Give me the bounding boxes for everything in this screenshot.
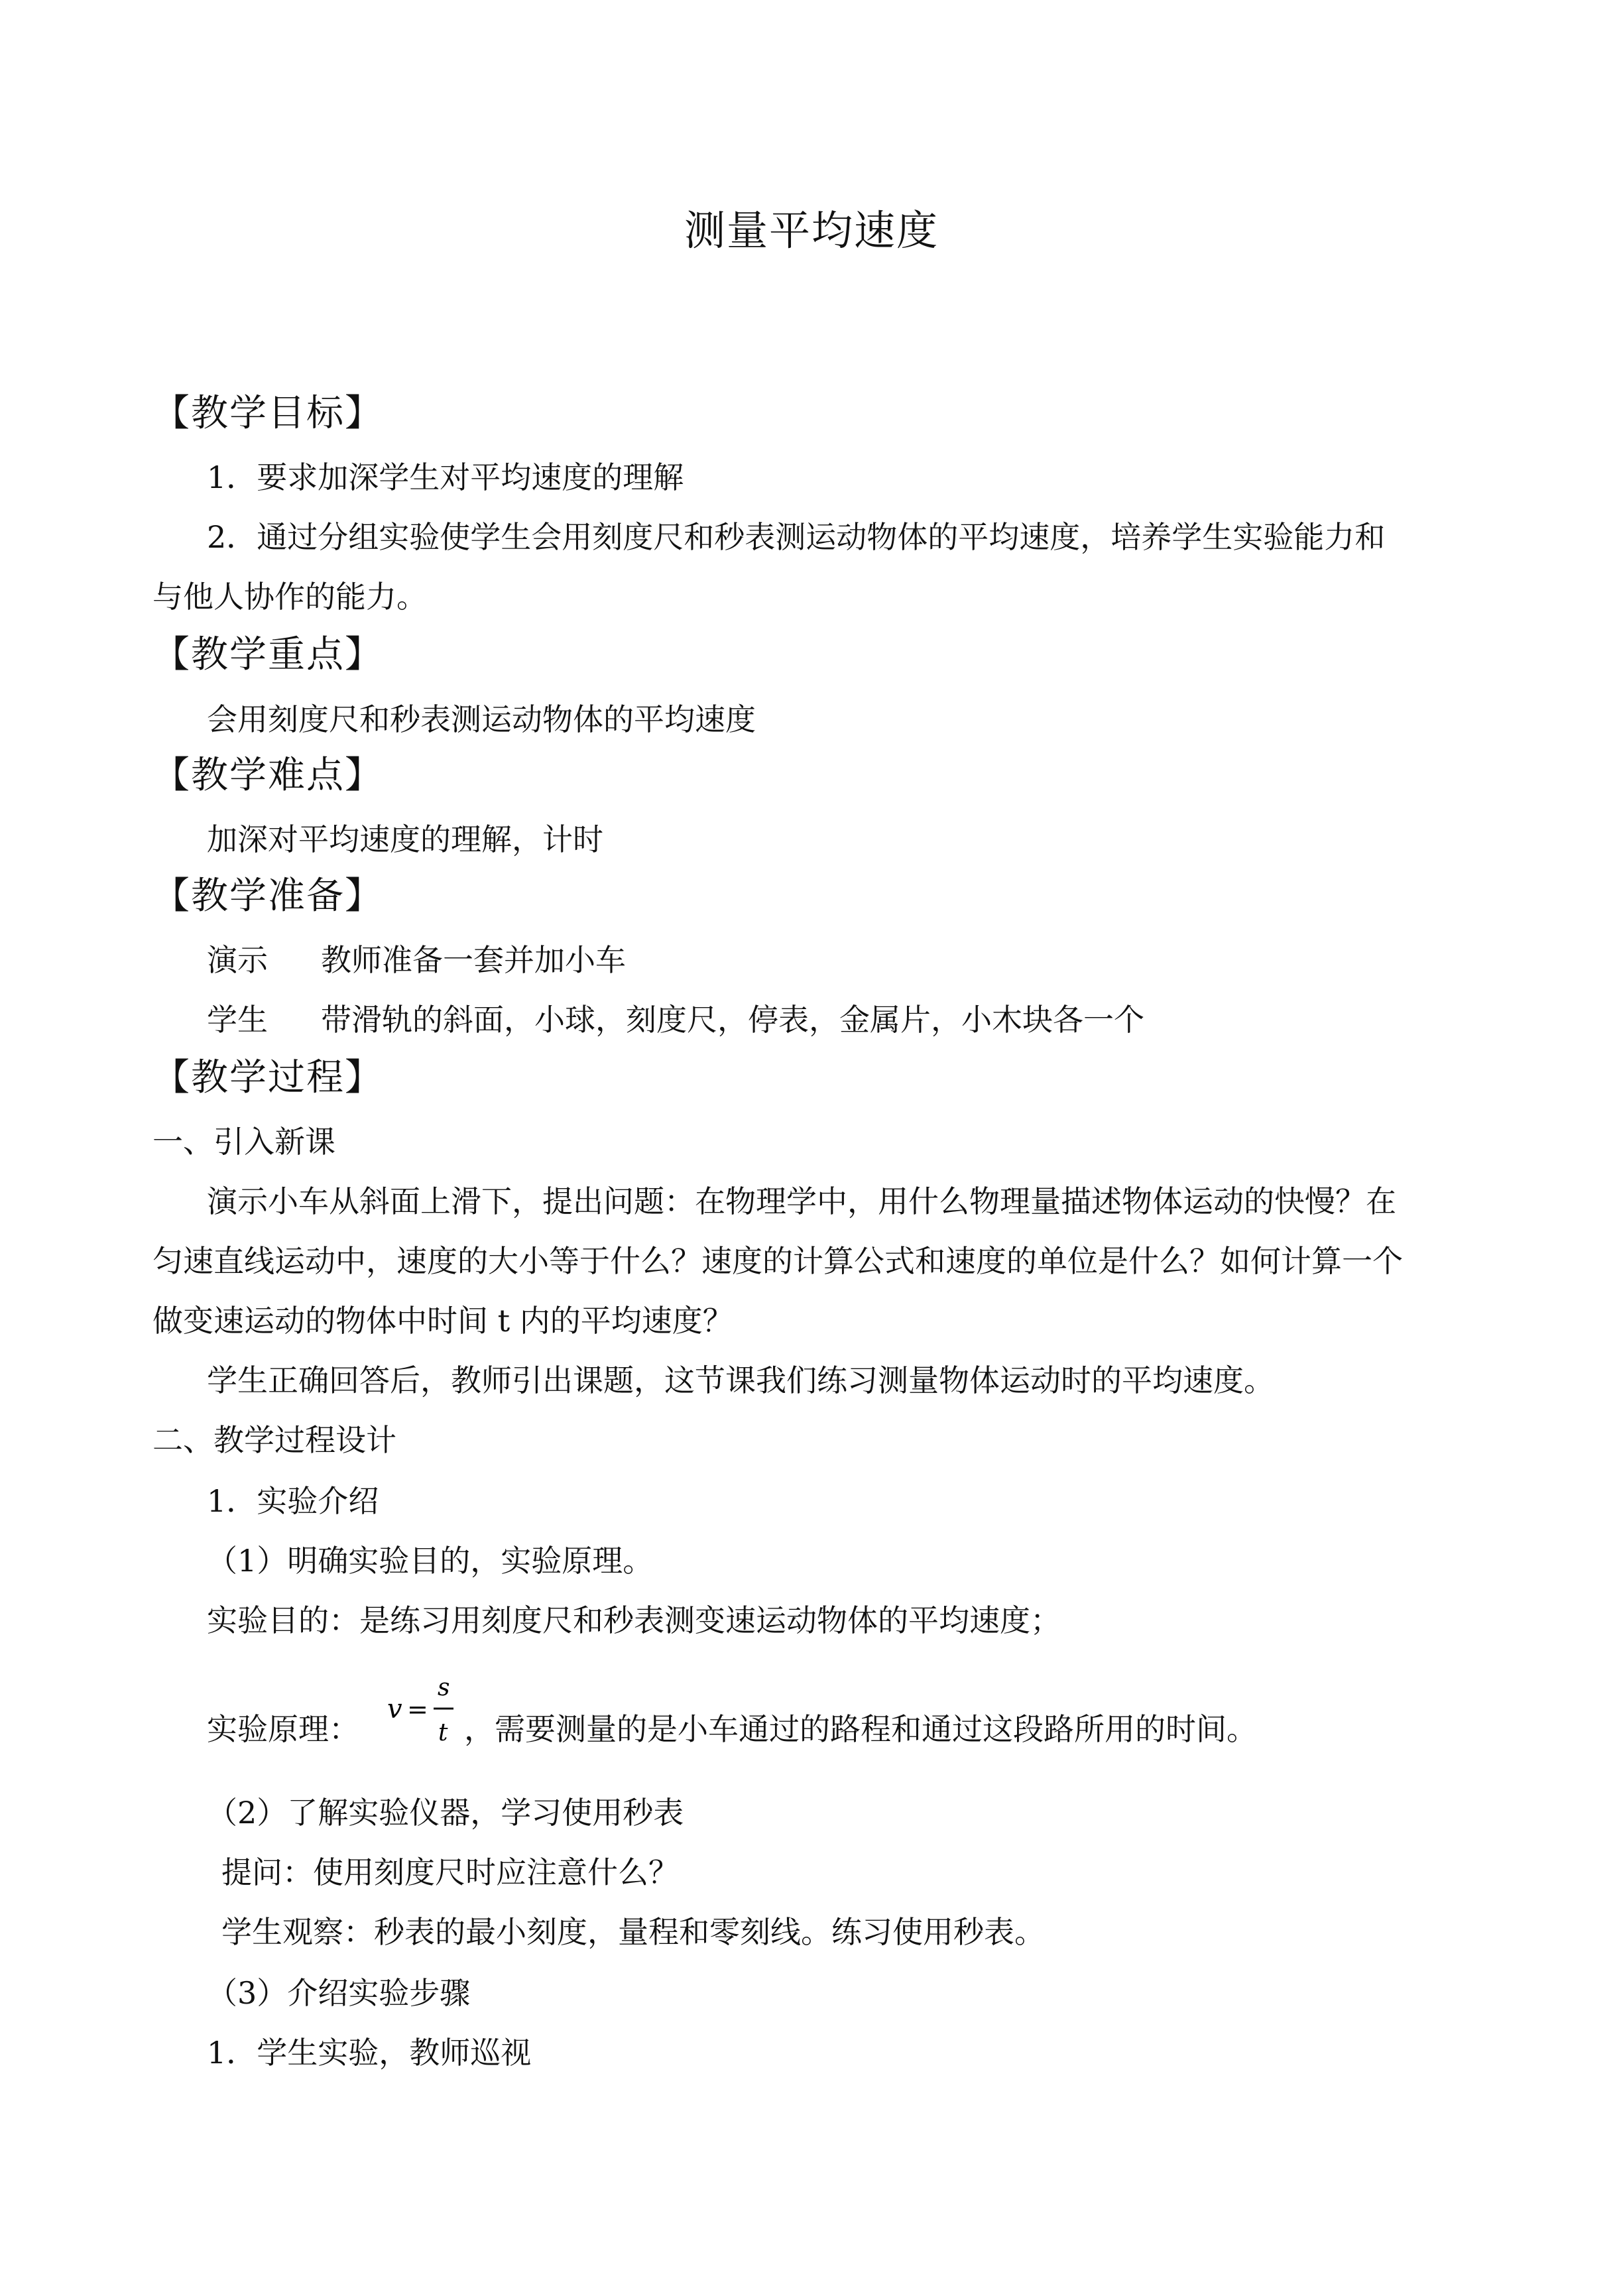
keypoints-text: 会用刻度尺和秒表测运动物体的平均速度: [207, 701, 756, 737]
heading-goals: 【教学目标】: [152, 392, 383, 435]
observe-text: 学生观察：秒表的最小刻度，量程和零刻线。练习使用秒表。: [221, 1914, 1045, 1950]
part2-title: 二、教学过程设计: [152, 1422, 396, 1458]
part1-after: 学生正确回答后，教师引出课题，这节课我们练习测量物体运动时的平均速度。: [207, 1362, 1274, 1398]
step-1: 1．实验介绍: [207, 1483, 379, 1519]
prep-row-label: 演示: [207, 942, 268, 978]
heading-keypoints: 【教学重点】: [152, 633, 383, 676]
part1-line-3: 做变速运动的物体中时间 t 内的平均速度？: [152, 1303, 733, 1339]
difficulties-text: 加深对平均速度的理解，计时: [207, 821, 603, 857]
sub-step-3: （3）介绍实验步骤: [207, 1975, 471, 2011]
part1-title: 一、引入新课: [152, 1124, 335, 1160]
formula-lhs: v: [387, 1694, 402, 1724]
page-title: 测量平均速度: [684, 206, 939, 255]
formula-numerator: s: [438, 1674, 450, 1701]
prep-row-label: 学生: [207, 1002, 268, 1038]
prep-row-student: [207, 1000, 1144, 1040]
principle-label: 实验原理：: [207, 1711, 359, 1747]
goal-item-1: 1．要求加深学生对平均速度的理解: [207, 459, 684, 495]
formula-denominator: t: [438, 1719, 448, 1746]
prep-row-text: 带滑轨的斜面，小球，刻度尺，停表，金属片，小木块各一个: [321, 1002, 1144, 1038]
heading-process: 【教学过程】: [152, 1056, 383, 1099]
formula-graphic: [385, 1666, 457, 1752]
goal-item-2-cont: 与他人协作的能力。: [152, 579, 427, 615]
velocity-formula: [385, 1666, 457, 1752]
heading-prep: 【教学准备】: [152, 875, 383, 918]
step-2: 1．学生实验，教师巡视: [207, 2035, 532, 2071]
prep-row-demo: [207, 940, 626, 980]
part1-line-1: 演示小车从斜面上滑下，提出问题：在物理学中，用什么物理量描述物体运动的快慢？在: [207, 1183, 1396, 1219]
experiment-purpose: 实验目的：是练习用刻度尺和秒表测变速运动物体的平均速度；: [207, 1602, 1061, 1638]
sub-step-1: （1）明确实验目的，实验原理。: [207, 1543, 654, 1579]
part1-line-2: 匀速直线运动中，速度的大小等于什么？速度的计算公式和速度的单位是什么？如何计算一个: [152, 1243, 1403, 1279]
principle-text: ，需要测量的是小车通过的路程和通过这段路所用的时间。: [464, 1711, 1257, 1747]
sub-step-2: （2）了解实验仪器，学习使用秒表: [207, 1795, 684, 1831]
heading-difficulties: 【教学难点】: [152, 754, 383, 797]
question-text: 提问：使用刻度尺时应注意什么？: [221, 1854, 679, 1890]
prep-row-text: 教师准备一套并加小车: [321, 942, 626, 978]
formula-equals: =: [407, 1695, 428, 1724]
goal-item-2: 2．通过分组实验使学生会用刻度尺和秒表测运动物体的平均速度，培养学生实验能力和: [207, 519, 1386, 555]
